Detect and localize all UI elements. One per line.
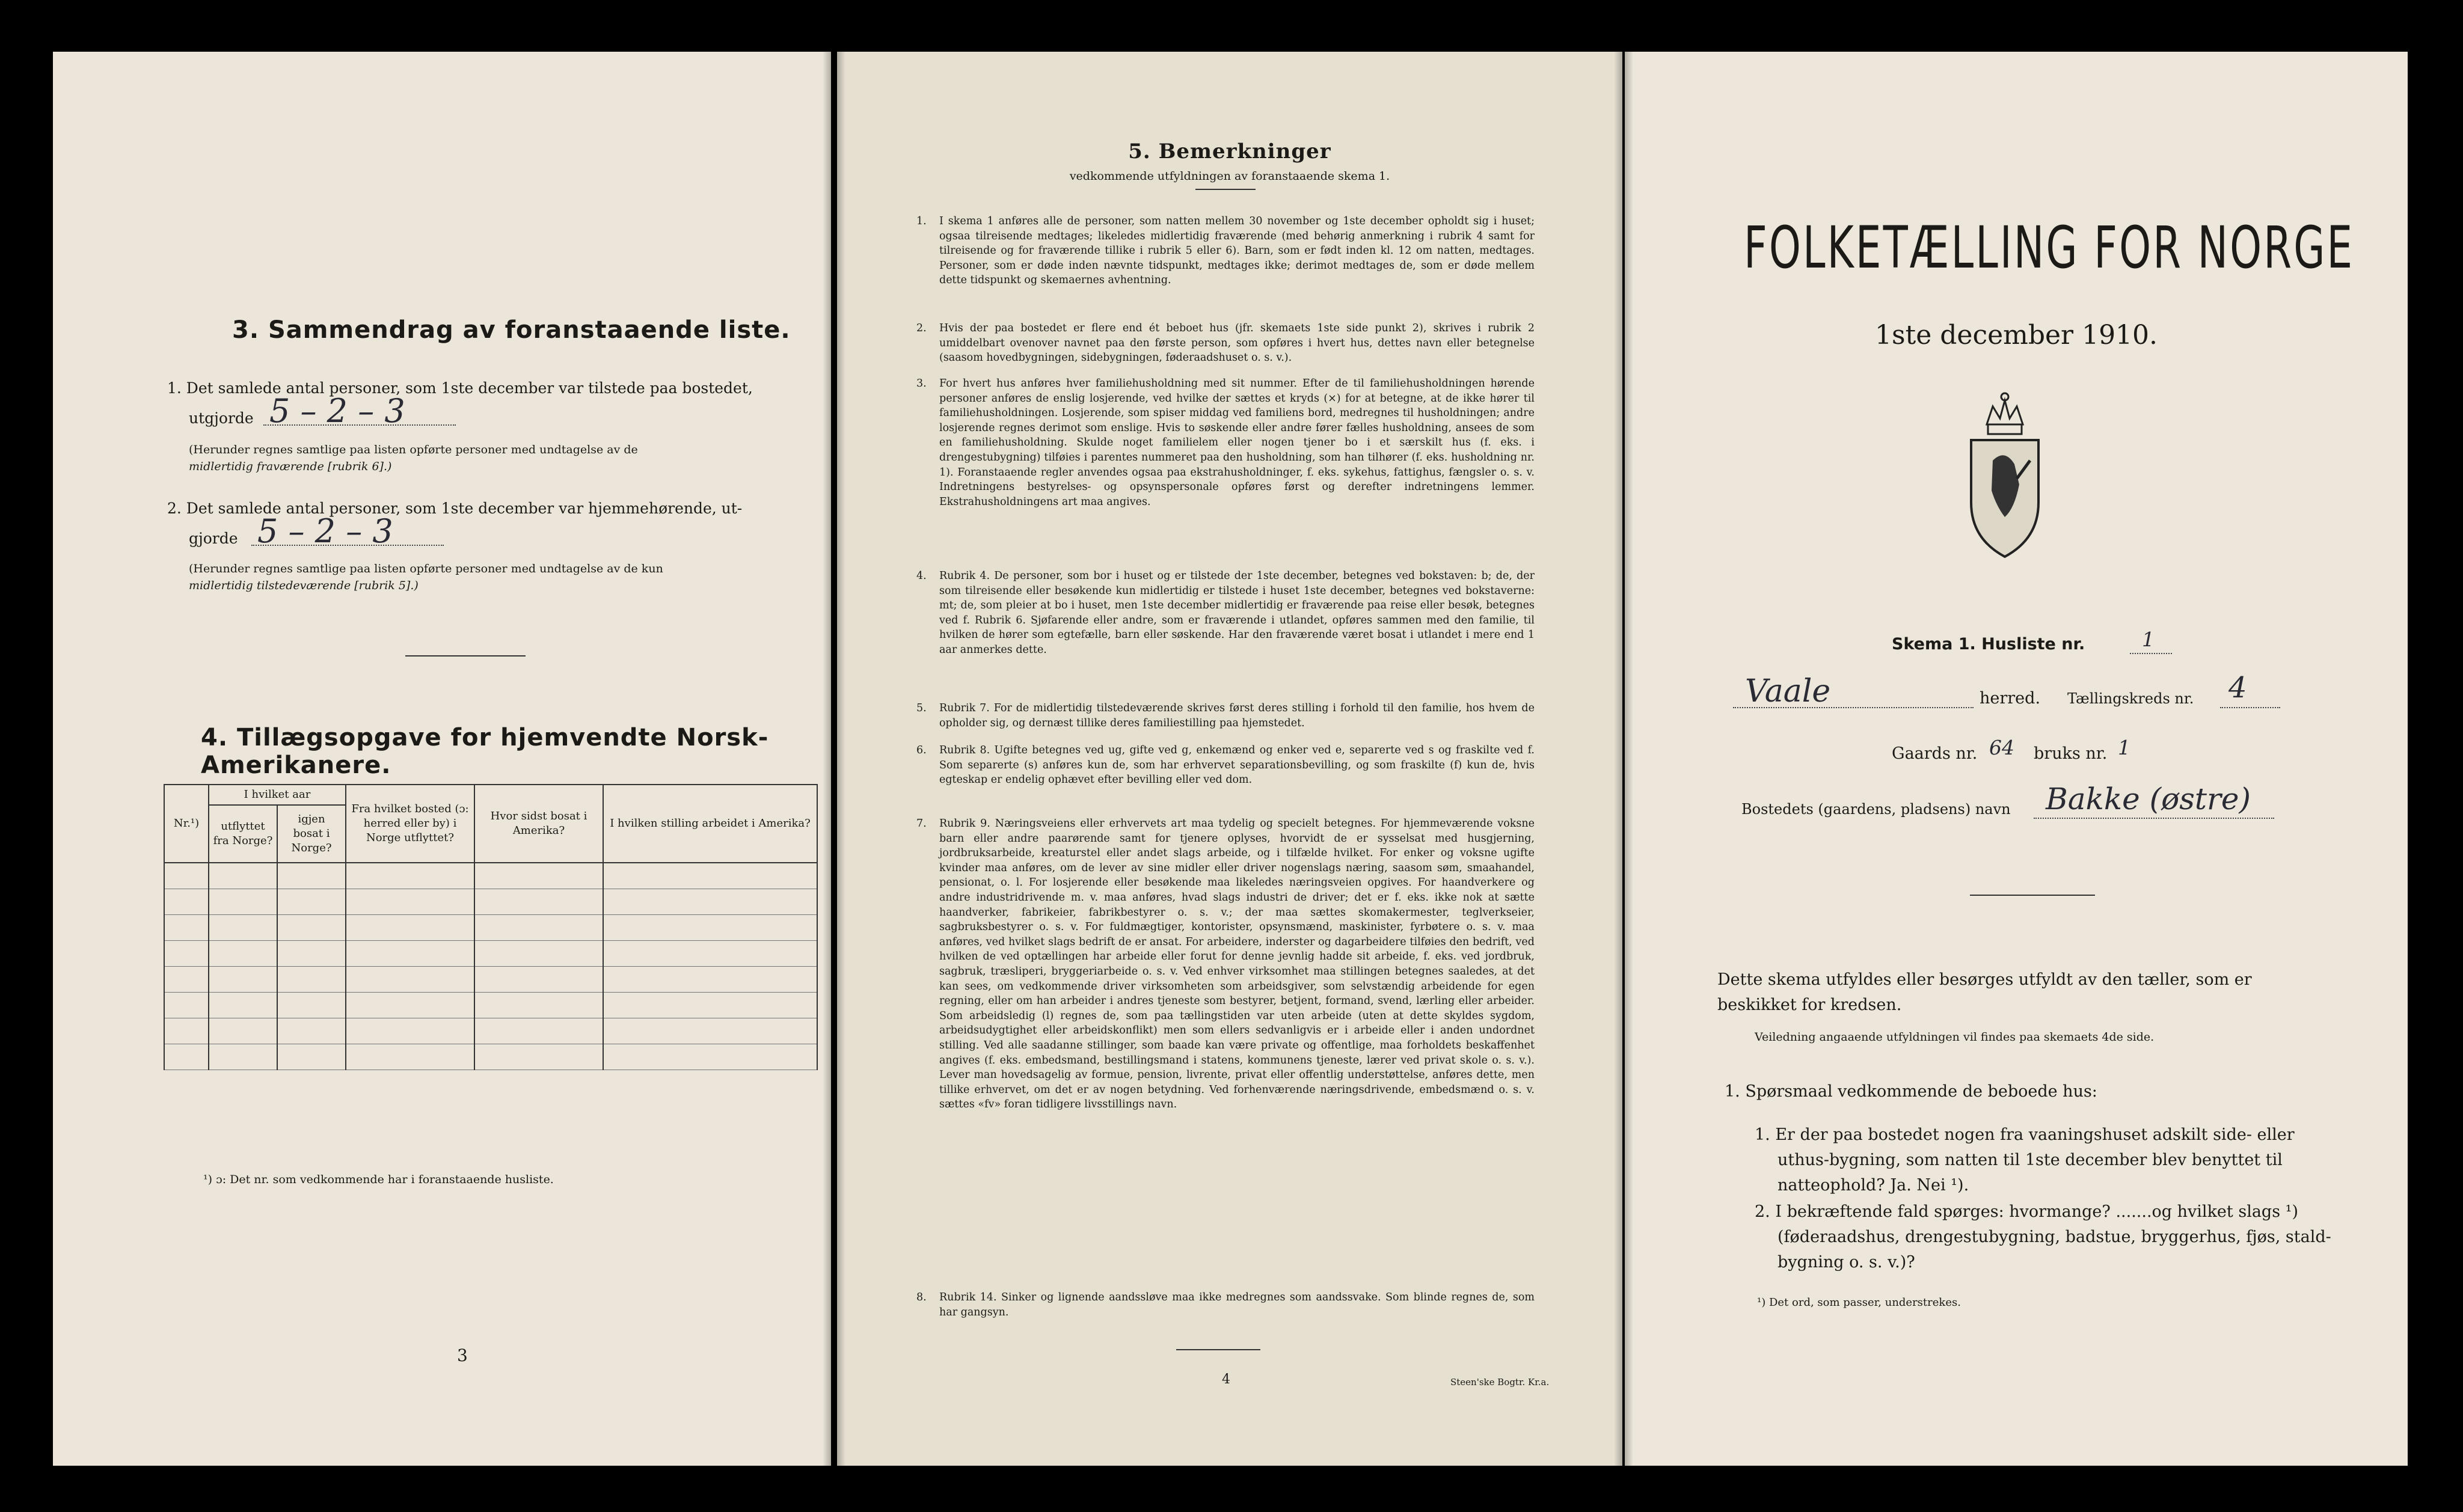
item2-text: 2. Det samlede antal personer, som 1ste december var hjemmehørende, ut- — [167, 500, 743, 517]
table-row — [164, 967, 817, 993]
section4-title: 4. Tillægsopgave for hjemvendte Norsk-Amerikanere. — [201, 724, 769, 779]
table-row — [164, 941, 817, 967]
footnote: ¹) Det ord, som passer, understrekes. — [1757, 1296, 1961, 1309]
remark-6: 6. Rubrik 8. Ugifte betegnes ved ug, gifte ved g, enkemænd og enker ved e, separerte ved s og fraskilte ved f. Som separerte (s) anføres kun de, som har erhvervet separationsbevilling, og som fraskilte (f) kun de, hvis egteskap er endelig ophævet efter bevilling eller ved dom. — [916, 744, 1535, 786]
question-1-a: 1. Er der paa bostedet nogen fra vaaningshuset adskilt side- eller — [1755, 1125, 2295, 1144]
coat-of-arms-icon — [1963, 388, 2047, 605]
questions-title: 1. Spørsmaal vedkommende de beboede hus: — [1725, 1082, 2097, 1101]
item1-note-a: (Herunder regnes samtlige paa listen opførte personer med undtagelse av de — [189, 443, 638, 456]
item2-label: gjorde — [189, 530, 238, 547]
printer-mark: Steen'ske Bogtr. Kr.a. — [1450, 1377, 1550, 1388]
remark-1: 1. I skema 1 anføres alle de personer, som natten mellem 30 november og 1ste december opholdt sig i huset; ogsaa tilreisende medtages; likeledes midlertidig fraværende (med behørig anmerkning i rubrik 4 samt for tilreisende og for fraværende tillike i rubrik 5 eller 6). Barn, som er født inden kl. 12 om natten, medtages. Personer, som er døde inden nævnte tidspunkt, medtages ikke; derimot medtages de, som er døde mellem dette tidspunkt og skemaernes avhentning. — [916, 215, 1535, 287]
husliste-number: 1 — [2142, 628, 2155, 651]
table-row — [164, 863, 817, 889]
gaards-value: 64 — [1989, 736, 2014, 759]
remark-7: 7. Rubrik 9. Næringsveiens eller erhvervets art maa tydelig og specielt betegnes. For hjemmeværende voksne barn eller andre paarørende samt for tjenere oplyses, hvorvidt de er sysselsat med husgjerning, jordbruksarbeide, kreaturstel eller andet slags arbeide, og i tilfælde hvilket. For enker og voksne ugifte kvinder maa anføres, om de lever av sine midler eller driver nogenslags næring, saasom søm, smaahandel, pensionat, o. l. For losjerende eller besøkende maa likeledes næringsveien opgives. For haandverkere og andre industridrivende m. v. maa anføres, hvad slags industri de driver; det er f. eks. ikke nok at sætte haandverker, fabrikeier, fabrikbestyrer o. s. v.; der maa sættes skomakermester, teglverkseier, sagbruksbestyrer o. s. v. For fuldmægtiger, kontorister, opsynsmænd, maskinister, fyrbøtere o. s. v. maa anføres, ved hvilket slags bedrift de er ansat. For arbeidere, inderster og dagarbeidere tilføies den bedrift, ved hvilken de ved optællingen har arbeide eller forut for denne jevnlig hadde sit arbeide, f. eks. ved jordbruk, sagbruk, træsliperi, bryggeriarbeide o. s. v. Ved enhver virksomhet maa stillingen betegnes saaledes, at det kan sees, om vedkommende driver virksomheten som arbeidsgiver, som selvstændig arbeidende for egen regning, eller om han arbeider i andres tjeneste som bestyrer, betjent, formand, svend, lærling eller arbeider. Som arbeidsledig (l) regnes de, som paa tællingstiden var uten arbeide (uten at dette skyldes sygdom, arbeidsudygtighet eller arbeidskonflikt) men som ellers sedvanligvis er i arbeide eller i anden undordnet stilling. Ved alle saadanne stillinger, som baade kan være private og offentlige, maa forholdets beskaffenhet angives (f. eks. embedsmand, bestillingsmand i statens, kommunens tjeneste, lærer ved privat skole o. s. v.). Lever man hovedsagelig av formue, pension, livrente, privat eller offentlig understøttelse, anføres dette, men tillike erhvervet, om det er av nogen betydning. Ved forhenværende næringsdrivende, embedsmænd o. s. v. sættes «fv» foran tidligere livsstillings navn. — [916, 818, 1535, 1111]
page-4 — [837, 52, 1622, 1466]
page-number: 4 — [1222, 1372, 1230, 1387]
item2-value: 5 – 2 – 3 — [257, 512, 393, 550]
bruks-label: bruks nr. — [2034, 744, 2108, 763]
remark-4: 4. Rubrik 4. De personer, som bor i huset og er tilstede der 1ste december, betegnes ved bokstaven: b; de, der som tilreisende eller besøkende kun midlertidig er tilstede i huset 1ste december, betegnes ved bokstaverne: mt; de, som pleier at bo i huset, men 1ste december midlertidig er fraværende paa reise eller besøk, betegnes ved f. Rubrik 6. Sjøfarende eller andre, som er fraværende i utlandet, opføres sammen med den familie, til hvilken de hører som egtefælle, barn eller søskende. Har den fraværende været bosat i utlandet i mere end 1 aar anmerkes dette. — [916, 570, 1535, 656]
question-1-b: uthus-bygning, som natten til 1ste december blev benyttet til — [1777, 1151, 2283, 1169]
page-1 — [1625, 52, 2408, 1466]
kreds-label: Tællingskreds nr. — [2067, 690, 2194, 707]
item1-text: 1. Det samlede antal personer, som 1ste december var tilstede paa bostedet, — [167, 379, 753, 397]
table-footnote: ¹) ɔ: Det nr. som vedkommende har i foranstaaende husliste. — [203, 1173, 554, 1186]
herred-label: herred. — [1980, 689, 2041, 708]
remarks-title: 5. Bemerkninger — [1128, 139, 1331, 164]
item1-note-b: midlertidig fraværende [rubrik 6].) — [189, 460, 392, 473]
col-nr: Nr.¹) — [164, 785, 209, 863]
question-1-c: natteophold? Ja. Nei ¹). — [1777, 1176, 1969, 1195]
question-2-c: bygning o. s. v.)? — [1777, 1253, 1915, 1272]
section3-title: 3. Sammendrag av foranstaaende liste. — [232, 316, 791, 344]
schema-label: Skema 1. Husliste nr. — [1892, 635, 2085, 653]
item1-value: 5 – 2 – 3 — [269, 392, 405, 430]
remark-3: 3. For hvert hus anføres hver familiehusholdning med sit nummer. Efter de til familiehusholdningen hørende personer anføres de enslig losjerende, ved hvilke der sættes et kryds (×) for at betegne, at de ikke hører til familiehusholdningen. Losjerende, som spiser middag ved familiens bord, medregnes til husholdningen; andre losjerende regnes derimot som enslige. Hvis to søskende eller andre fører fælles husholdning, ansees de som en familiehusholdning. Skulde noget familielem eller nogen tjener bo i et særskilt hus (f. eks. i drengestubygning) tilføies i parentes nummeret paa den husholdning, som han tilhører (f. eks. husholdning nr. 1). Foranstaaende regler anvendes ogsaa paa ekstrahusholdninger, f. eks. sykehus, fattighus, fængsler o. s. v. Indretningens bestyrelses- og opsynspersonale opføres først og derefter indretningens lemmer. Ekstrahusholdningens art maa angives. — [916, 378, 1535, 508]
table-row — [164, 1018, 817, 1044]
ornament-rule — [1970, 895, 2095, 896]
table-row — [164, 993, 817, 1018]
bosted-label: Bostedets (gaardens, pladsens) navn — [1741, 801, 2011, 818]
page-number: 3 — [457, 1345, 468, 1365]
col-emigrated: utflyttet fra Norge? — [209, 805, 277, 863]
instruction-small: Veiledning angaaende utfyldningen vil findes paa skemaets 4de side. — [1755, 1030, 2155, 1044]
question-2-b: (føderaadshus, drengestubygning, badstue, bryggerhus, fjøs, stald- — [1777, 1228, 2331, 1246]
item2-note-a: (Herunder regnes samtlige paa listen opførte personer med undtagelse av de kun — [189, 562, 663, 575]
herred-value: Vaale — [1745, 673, 1831, 709]
instruction-b: beskikket for kredsen. — [1717, 996, 1902, 1014]
table-row — [164, 889, 817, 915]
remark-8: 8. Rubrik 14. Sinker og lignende aandssløve maa ikke medregnes som aandssvake. Som blinde regnes de, som har gangsyn. — [916, 1291, 1535, 1318]
item2-note-b: midlertidig tilstedeværende [rubrik 5].) — [189, 579, 419, 592]
bosted-value: Bakke (østre) — [2046, 782, 2251, 816]
subtitle-rule — [1195, 189, 1256, 190]
census-title: FOLKETÆLLING FOR NORGE — [1744, 214, 2355, 281]
col-occupation: I hvilken stilling arbeidet i Amerika? — [603, 785, 817, 863]
table-row — [164, 915, 817, 941]
col-from-where: Fra hvilket bosted (ɔ: herred eller by) i Norge utflyttet? — [346, 785, 474, 863]
item1-label: utgjorde — [189, 409, 254, 427]
end-rule — [1176, 1349, 1260, 1350]
kreds-value: 4 — [2228, 671, 2247, 705]
gaards-label: Gaards nr. — [1892, 744, 1978, 763]
instruction-a: Dette skema utfyldes eller besørges utfyldt av den tæller, som er — [1717, 970, 2252, 989]
bruks-value: 1 — [2118, 736, 2130, 759]
remark-2: 2. Hvis der paa bostedet er flere end ét beboet hus (jfr. skemaets 1ste side punkt 2), skrives i rubrik 2 umiddelbart ovenover navnet paa den første person, som opføres i hvert hus, dettes navn eller betegnelse (saasom hovedbygningen, sidebygningen, føderaadshuset o. s. v.). — [916, 322, 1535, 364]
remarks-subtitle: vedkommende utfyldningen av foranstaaende skema 1. — [1069, 170, 1390, 183]
remark-5: 5. Rubrik 7. For de midlertidig tilstedeværende skrives først deres stilling i forhold til den familie, hos hvem de opholder sig, og dernæst tillike deres familiestilling paa hjemstedet. — [916, 702, 1535, 729]
census-date: 1ste december 1910. — [1874, 320, 2158, 350]
page-3 — [53, 52, 831, 1466]
returnee-table — [164, 784, 818, 1070]
col-year-group: I hvilket aar — [209, 785, 346, 805]
divider — [405, 655, 526, 657]
col-returned: igjen bosat i Norge? — [277, 805, 346, 863]
question-2-a: 2. I bekræftende fald spørges: hvormange? .......og hvilket slags ¹) — [1755, 1202, 2299, 1221]
table-row — [164, 1044, 817, 1070]
col-last-residence: Hvor sidst bosat i Amerika? — [474, 785, 603, 863]
